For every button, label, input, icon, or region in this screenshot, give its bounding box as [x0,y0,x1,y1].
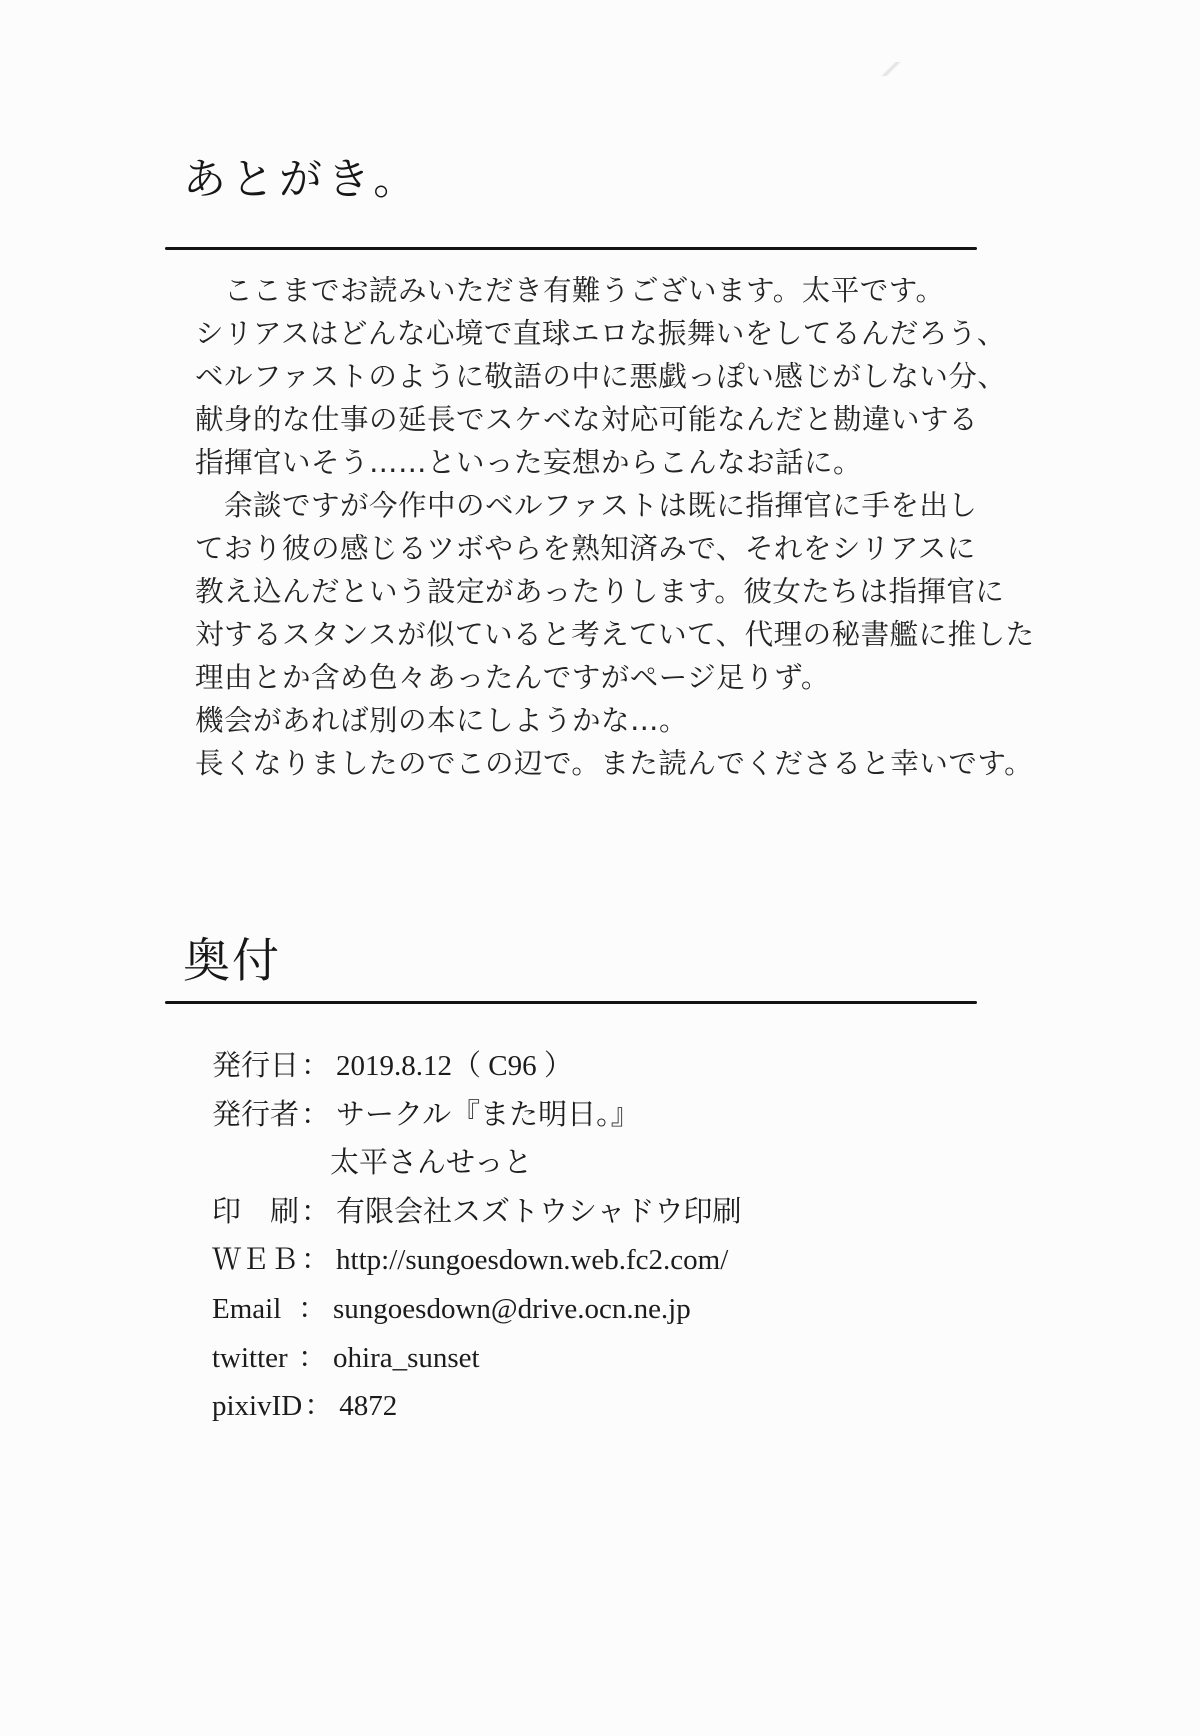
colophon-value: 太平さんせっと [330,1147,533,1180]
colophon-value-email: sungoesdown@drive.ocn.ne.jp [333,1292,691,1325]
colophon-separator: ： [301,1195,331,1228]
colophon-row-email [212,1285,952,1334]
afterword-line: 教え込んだという設定があったりします。彼女たちは指揮官に [195,575,1005,608]
colophon-title: 奥付 [183,934,281,989]
colophon-separator: ： [298,1292,328,1325]
afterword-line: シリアスはどんな心境で直球エロな振舞いをしてるんだろう、 [195,317,1006,350]
colophon-row-publish-date [212,1042,952,1091]
colophon-row-printer [212,1188,952,1237]
colophon-label: 発行日 [212,1050,300,1082]
colophon-separator: ： [304,1390,334,1423]
colophon-value: 有限会社スズトウシャドウ印刷 [336,1195,742,1228]
colophon-list [212,1042,952,1431]
colophon-separator: ： [301,1050,331,1082]
colophon-row-twitter [212,1334,952,1383]
colophon-row-publisher [212,1091,952,1140]
colophon-label: ＷＥＢ [212,1244,300,1277]
colophon-row-author [212,1139,952,1188]
colophon-label: Email [212,1292,282,1325]
divider-rule-bottom [165,1001,977,1004]
scan-artifact [878,62,904,76]
colophon-row-web [212,1236,952,1285]
colophon-label: pixivID [212,1390,303,1423]
colophon-value-url: http://sungoesdown.web.fc2.com/ [336,1244,729,1277]
afterword-line: ベルファストのように敬語の中に悪戯っぽい感じがしない分、 [195,360,1007,393]
colophon-value: 2019.8.12（ C96 ） [336,1050,573,1082]
colophon-row-pixiv [212,1382,952,1431]
colophon-value: サークル『また明日。』 [336,1098,640,1131]
afterword-line: 機会があれば別の本にしようかな…。 [195,704,689,737]
afterword-line: 対するスタンスが似ていると考えていて、代理の秘書艦に推した [195,618,1035,651]
afterword-body [195,269,1035,785]
colophon-separator: ： [301,1244,331,1277]
afterword-line: 長くなりましたのでこの辺で。また読んでくださると幸いです。 [195,747,1034,780]
afterword-line: 余談ですが今作中のベルファストは既に指揮官に手を出し [195,489,978,522]
colophon-value-pixiv-id: 4872 [339,1390,398,1423]
afterword-line: 献身的な仕事の延長でスケベな対応可能なんだと勘違いする [195,403,979,436]
colophon-separator: ： [298,1341,328,1374]
colophon-separator: ： [301,1098,331,1131]
colophon-value-twitter: ohira_sunset [333,1341,480,1374]
colophon-label: 発行者 [212,1098,300,1131]
afterword-line: ており彼の感じるツボやらを熟知済みで、それをシリアスに [195,532,976,565]
afterword-line: ここまでお読みいただき有難うございます。太平です。 [195,274,945,307]
afterword-title: あとがき。 [183,155,422,205]
colophon-label: twitter [212,1341,288,1374]
afterword-line: 理由とか含め色々あったんですがページ足りず。 [195,661,830,694]
afterword-line: 指揮官いそう……といった妄想からこんなお話に。 [195,446,863,479]
colophon-label: 印 刷 [212,1195,300,1228]
divider-rule-top [165,247,977,250]
